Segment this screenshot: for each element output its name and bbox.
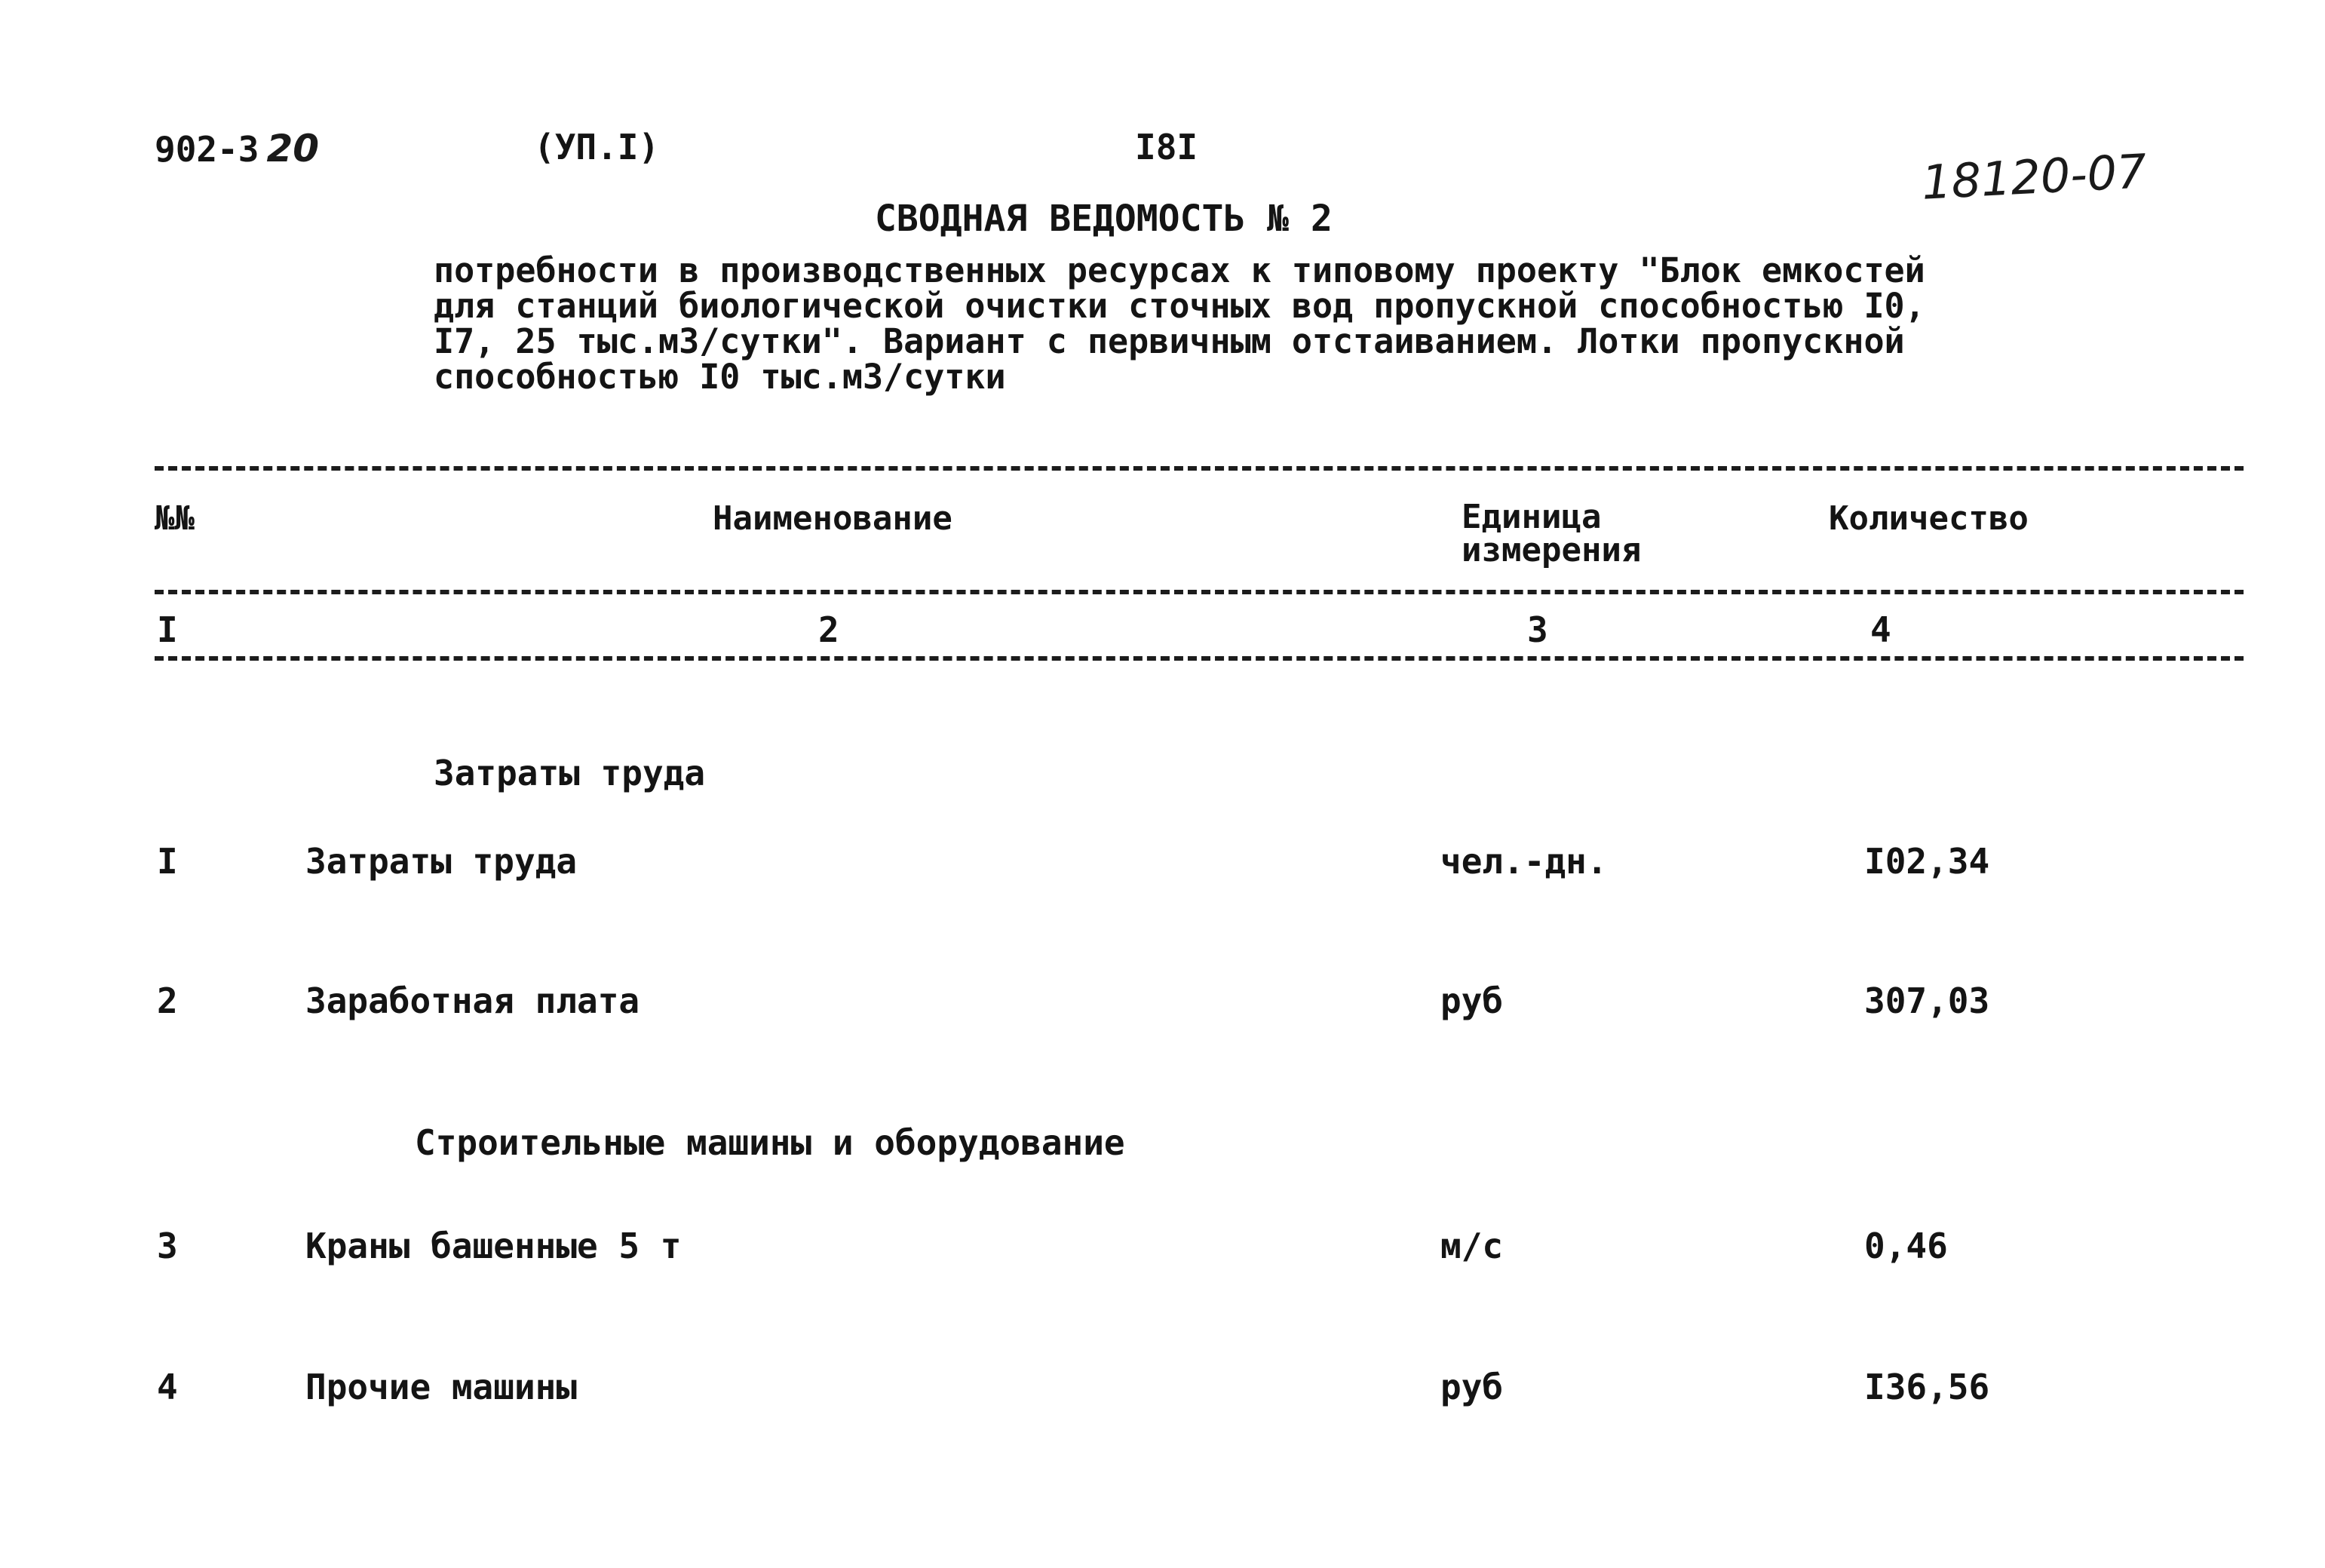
- handwritten-stamp-number: 18120-07: [1920, 143, 2149, 210]
- table-top-rule: [155, 466, 2244, 471]
- col-header-unit-line1: Единица: [1462, 498, 1602, 536]
- intro-line: I7, 25 тыс.м3/сутки". Вариант с первичным отстаиванием. Лотки пропускной: [434, 321, 1905, 361]
- intro-paragraph: [434, 250, 2017, 397]
- doc-code-printed: 902-3: [155, 129, 259, 170]
- row-qty: 307,03: [1864, 980, 1990, 1021]
- row-name: Затраты труда: [305, 841, 578, 882]
- row-num: 2: [157, 980, 178, 1021]
- row-name: Краны башенные 5 т: [305, 1226, 682, 1266]
- table-header-rule: [155, 590, 2244, 594]
- col-header-num: №№: [155, 499, 195, 538]
- album-label: (УП.I): [534, 127, 660, 167]
- page-number: I8I: [1135, 127, 1198, 167]
- row-qty: I02,34: [1864, 841, 1990, 882]
- table-colnum-rule: [155, 656, 2244, 661]
- row-unit: чел.-дн.: [1440, 841, 1608, 882]
- row-qty: I36,56: [1864, 1367, 1990, 1407]
- row-name: Прочие машины: [305, 1367, 578, 1407]
- intro-line: потребности в производственных ресурсах к типовому проекту "Блок емкостей: [434, 250, 1925, 290]
- col-header-qty: Количество: [1829, 499, 2029, 538]
- row-num: 4: [157, 1367, 178, 1407]
- col-header-unit-line2: измерения: [1462, 531, 1642, 569]
- intro-line: способностью I0 тыс.м3/сутки: [434, 357, 1006, 397]
- page-title: СВОДНАЯ ВЕДОМОСТЬ № 2: [875, 198, 1333, 240]
- doc-code: [155, 127, 319, 170]
- row-num: 3: [157, 1226, 178, 1266]
- row-unit: руб: [1440, 1367, 1504, 1407]
- row-unit: руб: [1440, 980, 1504, 1021]
- row-name: Заработная плата: [305, 980, 640, 1021]
- col-header-unit: [1462, 498, 1642, 569]
- col-number-4: 4: [1870, 609, 1891, 650]
- col-number-2: 2: [818, 609, 839, 650]
- col-number-3: 3: [1527, 609, 1548, 650]
- col-header-name: Наименование: [713, 499, 952, 538]
- doc-code-handwritten: 20: [266, 127, 320, 170]
- row-unit: м/с: [1440, 1226, 1504, 1266]
- row-num: I: [157, 841, 178, 882]
- section-title-labor: Затраты труда: [434, 753, 706, 793]
- intro-line: для станций биологической очистки сточных вод пропускной способностью I0,: [434, 286, 1925, 326]
- section-title-machines: Строительные машины и оборудование: [415, 1122, 1125, 1163]
- row-qty: 0,46: [1864, 1226, 1948, 1266]
- col-number-1: I: [157, 609, 178, 650]
